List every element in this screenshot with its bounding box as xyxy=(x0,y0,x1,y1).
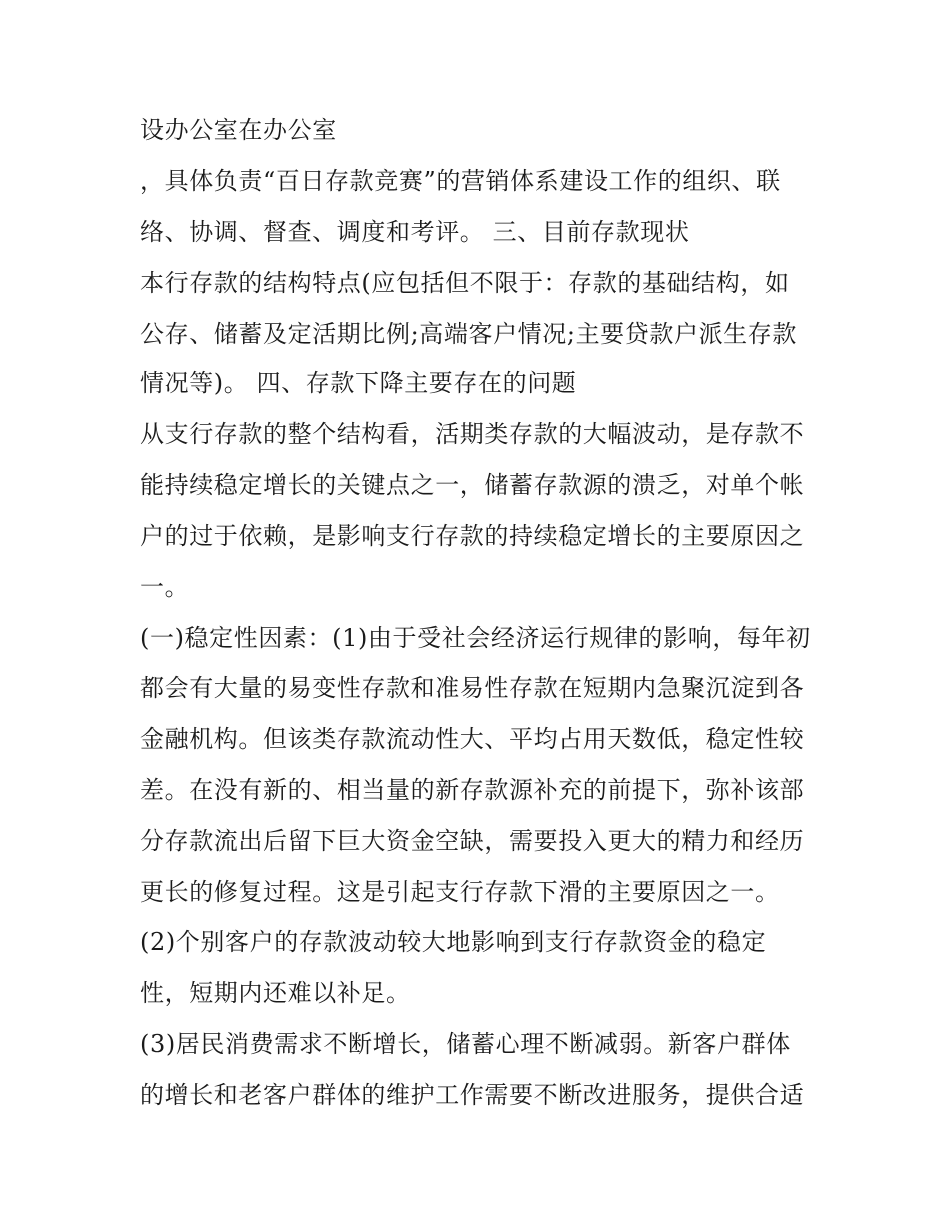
text-line: (一)稳定性因素：(1)由于受社会经济运行规律的影响，每年初 xyxy=(140,624,811,652)
text-line: ，具体负责“百日存款竞赛”的营销体系建设工作的组织、联 xyxy=(140,167,781,195)
text-line: 性，短期内还难以补足。 xyxy=(140,979,411,1007)
text-line: 的增长和老客户群体的维护工作需要不断改进服务，提供合适 xyxy=(140,1081,805,1109)
text-line: 设办公室在办公室 xyxy=(140,116,337,144)
text-line: 更长的修复过程。这是引起支行存款下滑的主要原因之一。 xyxy=(140,878,780,906)
text-line: 能持续稳定增长的关键点之一，储蓄存款源的溃乏，对单个帐 xyxy=(140,471,805,499)
text-line: (3)居民消费需求不断增长，储蓄心理不断减弱。新客户群体 xyxy=(140,1030,791,1058)
text-line: 户的过于依赖，是影响支行存款的持续稳定增长的主要原因之 xyxy=(140,522,805,550)
text-line: 都会有大量的易变性存款和准易性存款在短期内急聚沉淀到各 xyxy=(140,674,805,702)
text-line: 差。在没有新的、相当量的新存款源补充的前提下，弥补该部 xyxy=(140,776,805,804)
text-line: 络、协调、督查、调度和考评。 三、目前存款现状 xyxy=(140,218,690,246)
text-line: 分存款流出后留下巨大资金空缺，需要投入更大的精力和经历 xyxy=(140,827,805,855)
text-line: 情况等)。 四、存款下降主要存在的问题 xyxy=(140,369,577,397)
text-line: 公存、储蓄及定活期比例;高端客户情况;主要贷款户派生存款 xyxy=(140,320,797,348)
text-line: 金融机构。但该类存款流动性大、平均占用天数低，稳定性较 xyxy=(140,725,805,753)
text-line: (2)个别客户的存款波动较大地影响到支行存款资金的稳定 xyxy=(140,928,767,956)
text-line: 一。 xyxy=(140,573,190,601)
text-line: 从支行存款的整个结构看，活期类存款的大幅波动，是存款不 xyxy=(140,420,805,448)
text-line: 本行存款的结构特点(应包括但不限于：存款的基础结构，如 xyxy=(140,269,790,297)
